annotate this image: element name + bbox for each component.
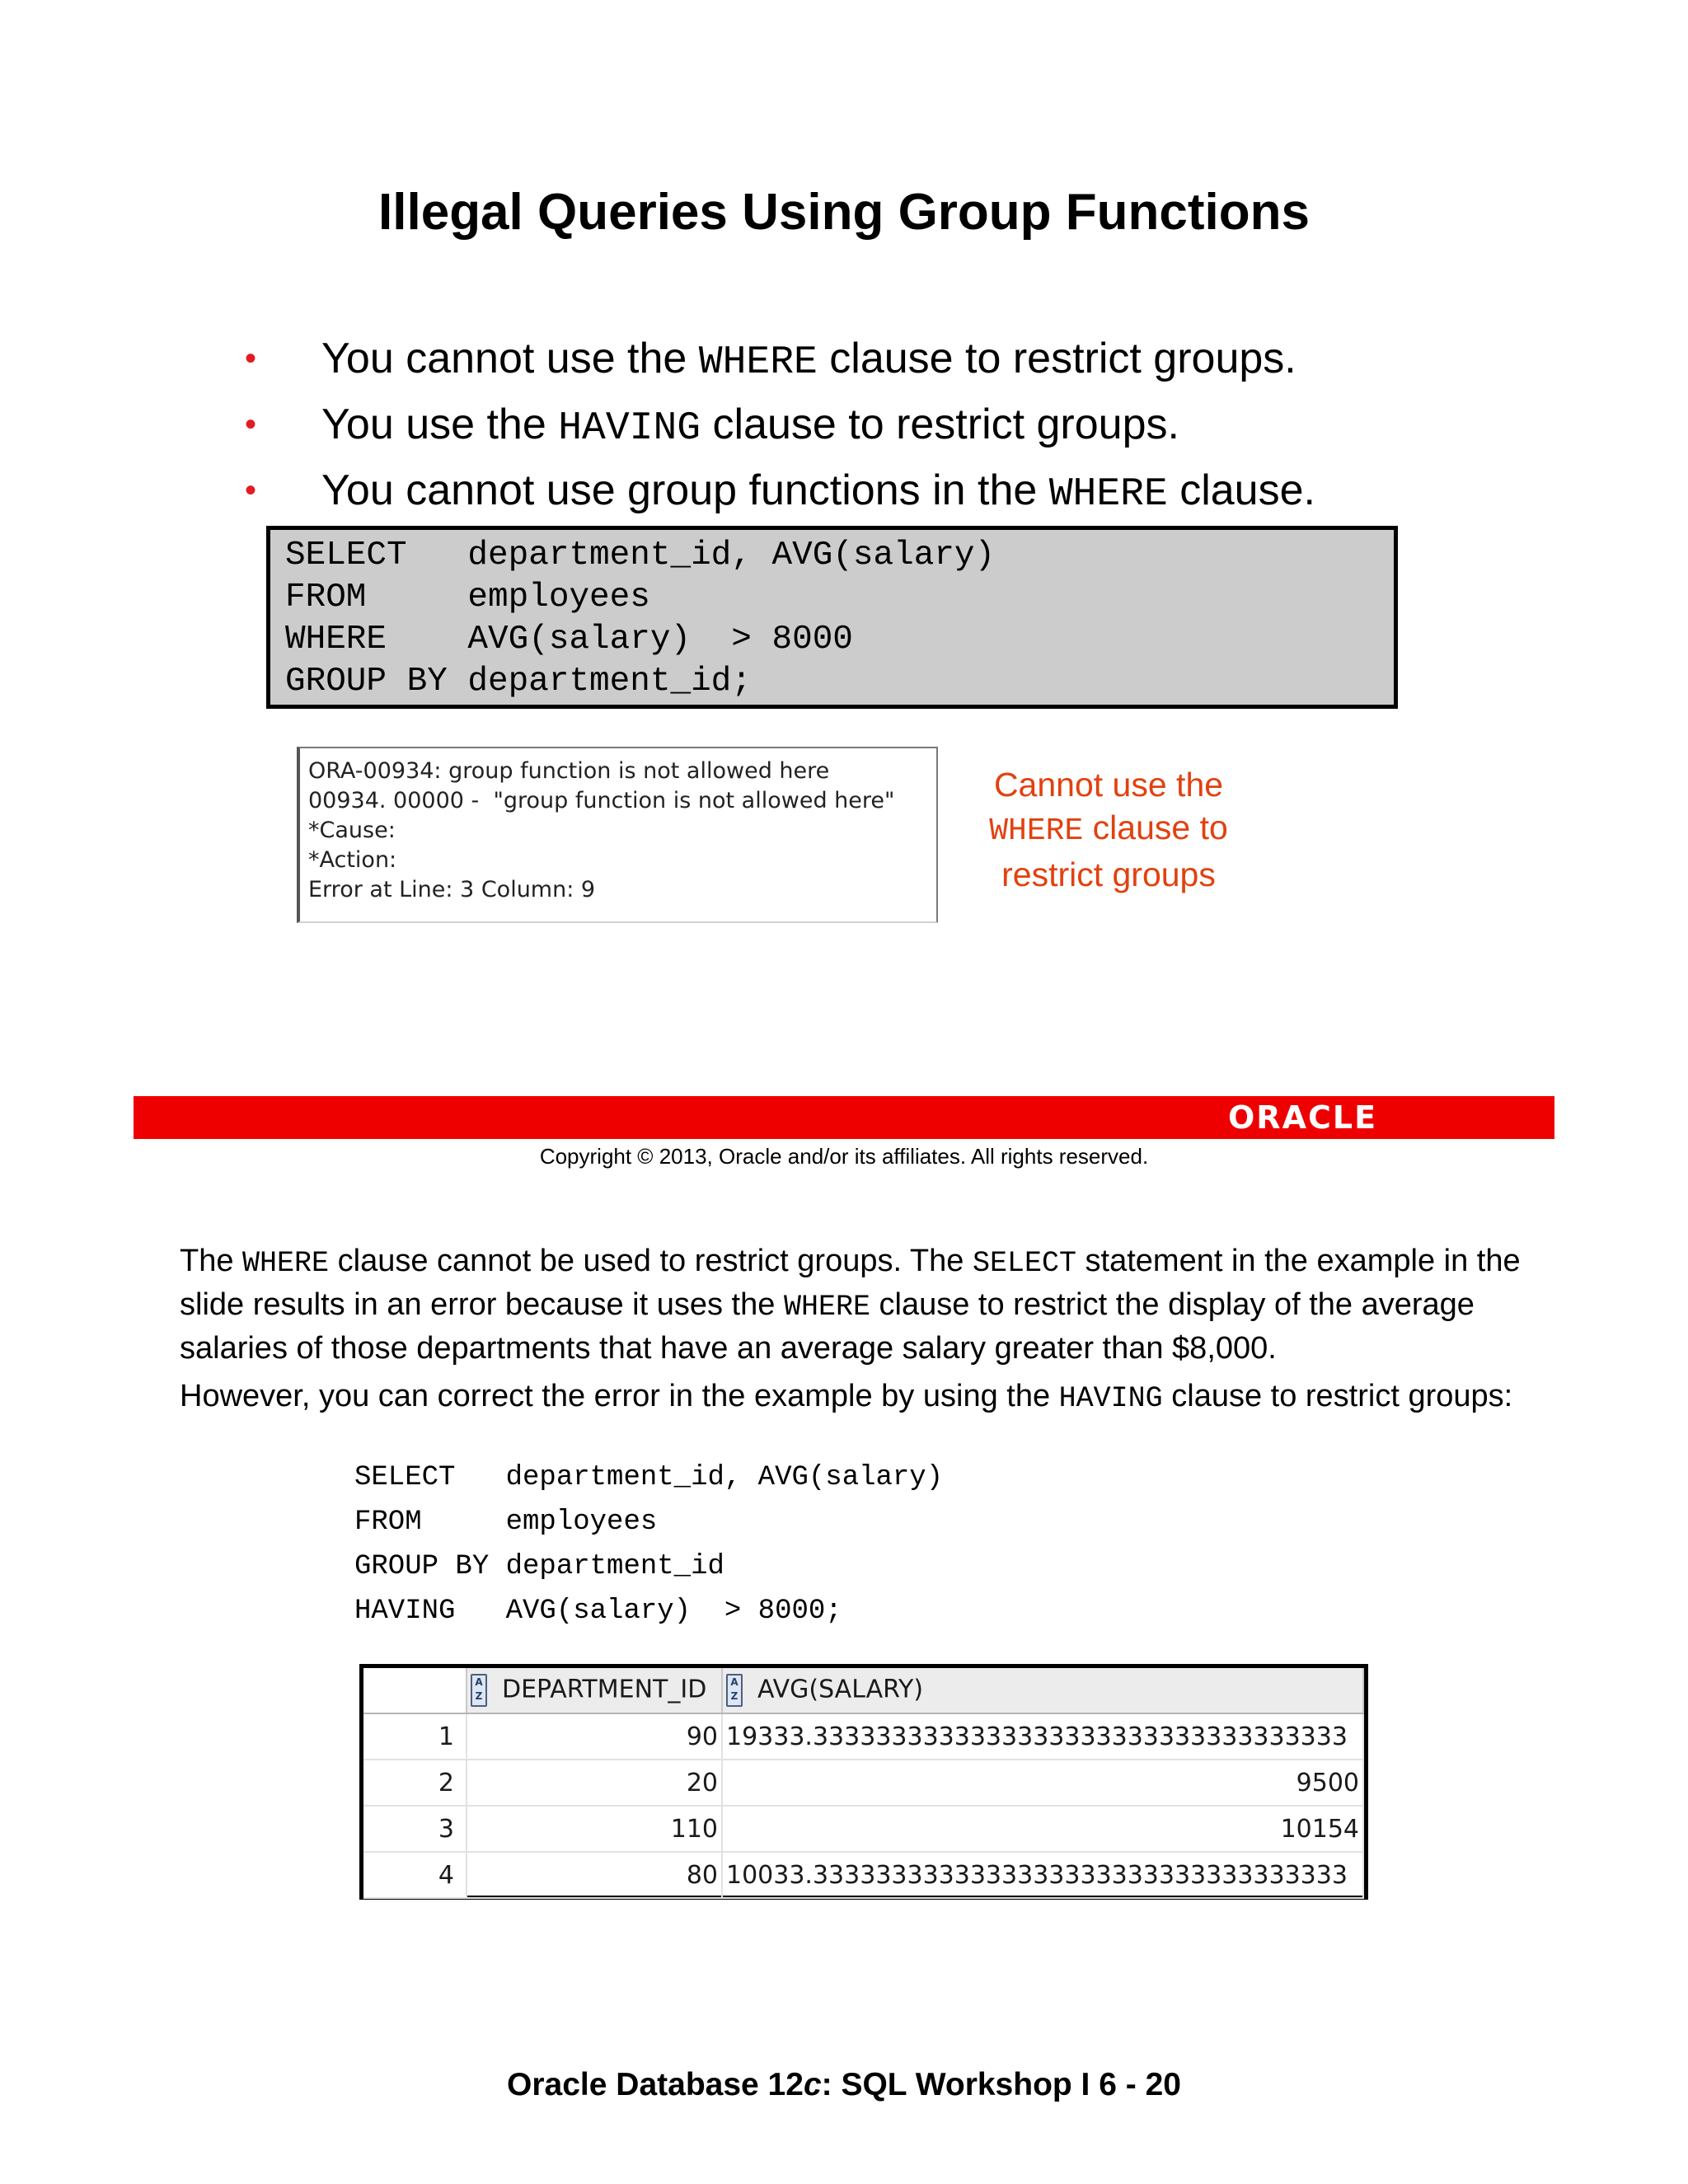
table-row[interactable] — [363, 1806, 1363, 1852]
code-line: HAVING AVG(salary) > 8000; — [354, 1596, 842, 1627]
cell-department-id[interactable]: 90 — [467, 1713, 722, 1760]
corrected-code-block — [354, 1455, 943, 1633]
row-number: 1 — [363, 1713, 467, 1760]
oracle-logo: ORACLE — [1228, 1099, 1378, 1136]
notes-text-run: clause to restrict the display of the average salaries of those departments that have an average salary greater than $8,000. — [180, 1287, 1475, 1366]
error-line: 00934. 00000 - "group function is not allowed here" — [308, 788, 895, 813]
copyright-text: Copyright © 2013, Oracle and/or its affiliates. All rights reserved. — [539, 1144, 1149, 1169]
table-row[interactable] — [363, 1760, 1363, 1806]
code-line: SELECT department_id, AVG(salary) — [285, 537, 996, 574]
query-result-grid — [359, 1664, 1368, 1900]
inline-code: WHERE — [242, 1247, 330, 1280]
notes-text-run: clause cannot be used to restrict groups. The — [329, 1244, 973, 1278]
row-number-header — [363, 1668, 467, 1713]
inline-code: SELECT — [972, 1247, 1076, 1280]
cell-avg-salary[interactable]: 10154 — [722, 1806, 1363, 1852]
error-line: ORA-00934: group function is not allowed here — [308, 758, 830, 784]
bullet-icon: • — [245, 472, 257, 509]
slide-title: Illegal Queries Using Group Functions — [378, 184, 1310, 241]
code-line: GROUP BY department_id; — [285, 663, 752, 701]
inline-code: HAVING — [1058, 1382, 1163, 1415]
error-line: *Action: — [308, 847, 397, 873]
cell-avg-salary[interactable]: 9500 — [722, 1760, 1363, 1806]
notes-text — [180, 1240, 1531, 1426]
cell-avg-salary[interactable]: 10033.3333333333333333333333333333333333 — [722, 1852, 1363, 1898]
notes-paragraph — [180, 1376, 1531, 1419]
column-header-avg-salary[interactable]: A Z AVG(SALARY) — [722, 1668, 1363, 1713]
bullet-icon: • — [245, 340, 257, 377]
error-line: Error at Line: 3 Column: 9 — [308, 877, 596, 902]
row-number: 4 — [363, 1852, 467, 1898]
table-row[interactable] — [363, 1852, 1363, 1898]
error-callout: Cannot use the WHERE clause to restrict groups — [989, 766, 1228, 893]
code-line: FROM employees — [285, 579, 650, 616]
page-footer: Oracle Database 12c: SQL Workshop I 6 - 20 — [507, 2067, 1181, 2102]
notes-text-run: statement in the example in the slide results in an error because it uses the — [180, 1244, 1521, 1322]
code-line: SELECT department_id, AVG(salary) — [354, 1462, 944, 1493]
sort-icon[interactable]: A Z — [726, 1674, 743, 1707]
inline-code: WHERE — [783, 1291, 870, 1324]
error-output-panel — [297, 747, 938, 923]
cell-department-id[interactable]: 80 — [467, 1852, 722, 1898]
sort-icon[interactable]: A Z — [471, 1674, 487, 1707]
row-number: 2 — [363, 1760, 467, 1806]
bullet-item: • You cannot use group functions in the WHERE clause. — [239, 460, 1475, 526]
bullet-item: • You use the HAVING clause to restrict groups. — [239, 394, 1475, 460]
cell-department-id[interactable]: 20 — [467, 1760, 722, 1806]
notes-text-run: The — [180, 1244, 243, 1278]
column-header-department-id[interactable]: A Z DEPARTMENT_ID — [467, 1668, 722, 1713]
table-row[interactable] — [363, 1713, 1363, 1760]
code-line: GROUP BY department_id — [354, 1551, 724, 1582]
slide-code-block — [266, 526, 1398, 709]
notes-text-run: clause to restrict groups: — [1162, 1379, 1513, 1413]
notes-text-run: However, you can correct the error in the example by using the — [180, 1379, 1059, 1413]
bullet-list — [239, 328, 1475, 526]
bullet-item: • You cannot use the WHERE clause to restrict groups. — [239, 328, 1475, 394]
row-number: 3 — [363, 1806, 467, 1852]
notes-paragraph — [180, 1240, 1531, 1369]
cell-department-id[interactable]: 110 — [467, 1806, 722, 1852]
cell-avg-salary[interactable]: 19333.3333333333333333333333333333333333 — [722, 1713, 1363, 1760]
error-line: *Cause: — [308, 818, 396, 843]
code-line: WHERE AVG(salary) > 8000 — [285, 621, 853, 658]
code-line: FROM employees — [354, 1507, 658, 1538]
bullet-icon: • — [245, 406, 257, 443]
